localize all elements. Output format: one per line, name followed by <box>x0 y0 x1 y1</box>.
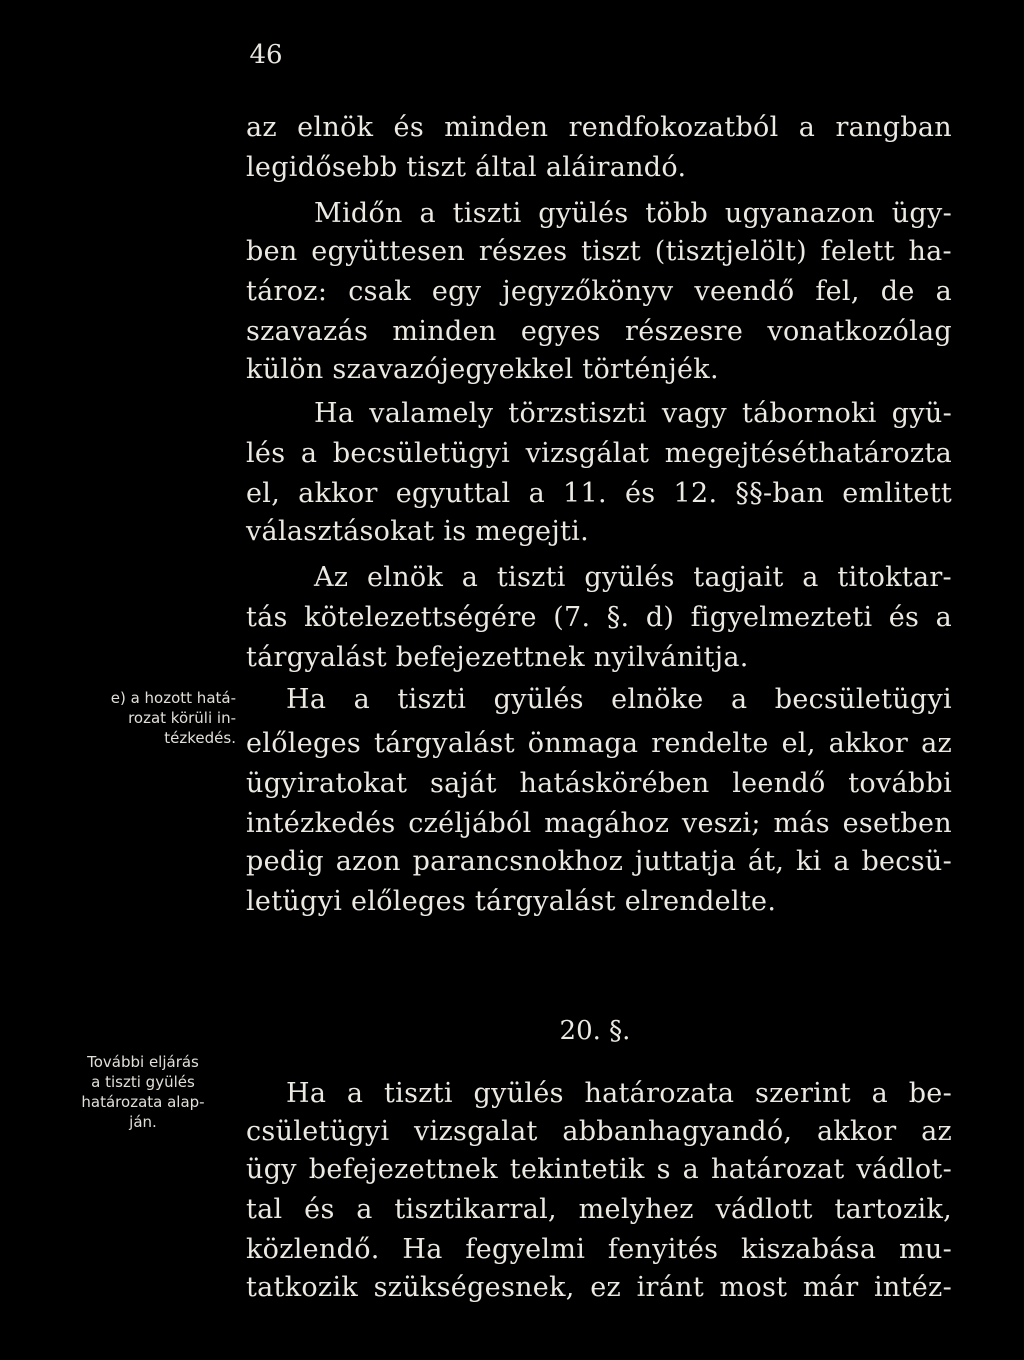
body-line: tás kötelezettségére (7. §. d) figyelmezteti és a <box>246 602 952 633</box>
section-line: közlendő. Ha fegyelmi fenyités kiszabása mu- <box>246 1234 952 1265</box>
body-line: az elnök és minden rendfokozatból a rangban <box>246 112 952 143</box>
body-line: tároz: csak egy jegyzőkönyv veendő fel, de a <box>246 276 952 307</box>
body-line: intézkedés czéljából magához veszi; más esetben <box>246 808 952 839</box>
body-line: el, akkor egyuttal a 11. és 12. §§-ban emlitett <box>246 478 952 509</box>
body-line: tárgyalást befejezettnek nyilvánitja. <box>246 642 749 673</box>
margin-note-e <box>46 688 236 748</box>
section-line: csületügyi vizsgalat abbanhagyandó, akkor az <box>246 1116 952 1147</box>
section-line: Ha a tiszti gyülés határozata szerint a be- <box>286 1078 952 1109</box>
body-line: ügyiratokat saját hatáskörében leendő további <box>246 768 952 799</box>
margin-note-line: e) a hozott hatá- <box>110 689 236 707</box>
body-line: pedig azon parancsnokhoz juttatja át, ki a becsü- <box>246 846 952 877</box>
section-heading: 20. §. <box>559 1016 631 1046</box>
body-line: Ha a tiszti gyülés elnöke a becsületügyi <box>286 684 952 715</box>
page-number: 46 <box>249 40 283 70</box>
body-line: Ha valamely törzstiszti vagy tábornoki gyü- <box>314 398 952 429</box>
margin-note-line: rozat körüli in- <box>128 709 236 727</box>
margin-note-line: a tiszti gyülés <box>91 1073 195 1091</box>
body-line: lés a becsületügyi vizsgálat megejtéséthatározta <box>246 438 952 469</box>
section-line: ügy befejezettnek tekintetik s a határozat vádlot- <box>246 1154 952 1185</box>
body-line: választásokat is megejti. <box>246 516 589 547</box>
body-line: Midőn a tiszti gyülés több ugyanazon ügy- <box>314 198 952 229</box>
margin-note-line: határozata alap- <box>81 1093 205 1111</box>
body-line: külön szavazójegyekkel történjék. <box>246 354 719 385</box>
margin-note-line: tézkedés. <box>164 729 236 747</box>
body-line: letügyi előleges tárgyalást elrendelte. <box>246 886 777 917</box>
body-line: szavazás minden egyes részesre vonatkozólag <box>246 316 952 347</box>
body-line: ben együttesen részes tiszt (tisztjelölt) felett ha- <box>246 236 952 267</box>
margin-note-further-procedure <box>40 1052 246 1132</box>
section-line: tal és a tisztikarral, melyhez vádlott tartozik, <box>246 1194 952 1225</box>
body-line: legidősebb tiszt által aláirandó. <box>246 152 687 183</box>
body-line: előleges tárgyalást önmaga rendelte el, akkor az <box>246 728 952 759</box>
margin-note-line: További eljárás <box>87 1053 199 1071</box>
section-line: tatkozik szükségesnek, ez iránt most már intéz- <box>246 1272 952 1303</box>
margin-note-line: ján. <box>129 1113 157 1131</box>
body-line: Az elnök a tiszti gyülés tagjait a titoktar- <box>314 562 952 593</box>
